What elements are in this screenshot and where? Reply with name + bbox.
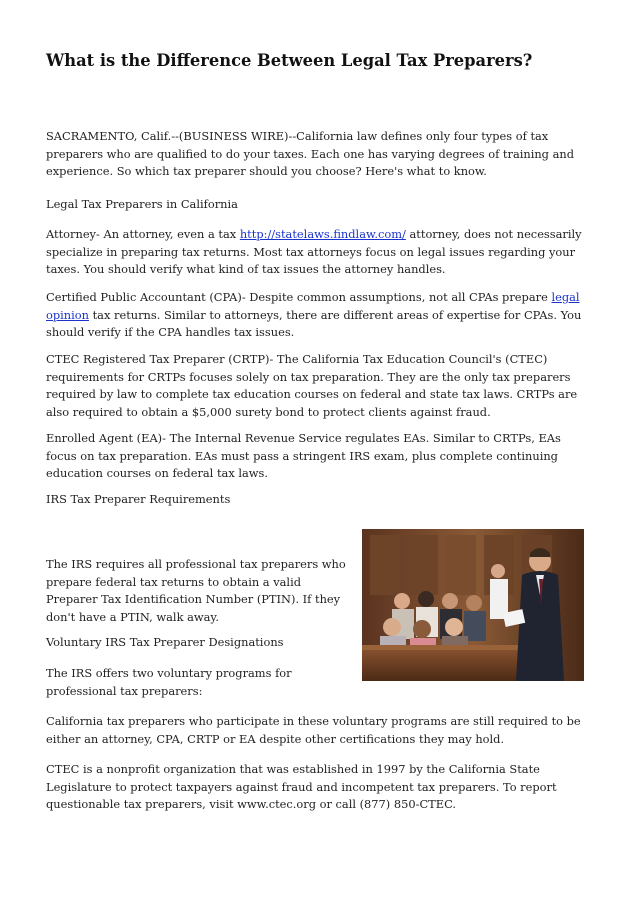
voluntary-paragraph: The IRS offers two voluntary programs for professional tax preparers: xyxy=(46,666,292,698)
attorney-paragraph xyxy=(46,226,594,279)
page-title: What is the Difference Between Legal Tax Preparers? xyxy=(46,51,533,70)
attorney-text-start: Attorney- An attorney, even a tax xyxy=(46,227,240,241)
statelaws-link[interactable]: http://statelaws.findlaw.com/ xyxy=(239,227,406,241)
ctec-organization-paragraph: CTEC is a nonprofit organization that was established in 1997 by the California State Legislature to protect taxpayers against fraud and incompetent tax preparers. To report questionable tax preparers, visit www.ctec.org or call (877) 850-CTEC. xyxy=(46,762,557,812)
section-heading-voluntary-designations: Voluntary IRS Tax Preparer Designations xyxy=(46,635,284,649)
cpa-text-end: tax returns. Similar to attorneys, there are different areas of expertise for CPAs. You should verify if the CPA handles tax issues. xyxy=(46,307,582,340)
cpa-paragraph xyxy=(46,289,594,342)
section-heading-legal-preparers: Legal Tax Preparers in California xyxy=(46,197,238,211)
enrolled-agent-paragraph: Enrolled Agent (EA)- The Internal Revenue Service regulates EAs. Similar to CRTPs, EAs focus on tax preparation. EAs must pass a stringent IRS exam, plus complete continuing education courses on federal tax laws. xyxy=(46,431,561,481)
section-heading-irs-requirements: IRS Tax Preparer Requirements xyxy=(46,492,231,506)
intro-paragraph: SACRAMENTO, Calif.--(BUSINESS WIRE)--California law defines only four types of tax preparers who are qualified to do your taxes. Each one has varying degrees of training and experience. So which tax preparer should you choose? Here's what to know. xyxy=(46,129,575,179)
cpa-text-start: Certified Public Accountant (CPA)- Despite common assumptions, not all CPAs prepare xyxy=(46,290,552,304)
crtp-paragraph: CTEC Registered Tax Preparer (CRTP)- The California Tax Education Council's (CTEC) requirements for CRTPs focuses solely on tax preparation. They are the only tax preparers required by law to complete tax education courses on federal and state tax laws. CRTPs are also required to obtain a $5,000 surety bond to protect clients against fraud. xyxy=(46,352,578,419)
california-paragraph: California tax preparers who participate in these voluntary programs are still required to be either an attorney, CPA, CRTP or EA despite other certifications they may hold. xyxy=(46,714,581,746)
courtroom-photo xyxy=(362,529,584,681)
attorney-text-end: attorney, does not necessarily specialize in preparing tax returns. Most tax attorneys focus on legal issues regarding your taxes. You should verify what kind of tax issues the attorney handles. xyxy=(46,227,582,277)
irs-paragraph: The IRS requires all professional tax preparers who prepare federal tax returns to obtain a valid Preparer Tax Identification Number (PTIN). If they don't have a PTIN, walk away. xyxy=(46,557,346,624)
legal-opinion-link[interactable]: legal opinion xyxy=(46,290,580,322)
